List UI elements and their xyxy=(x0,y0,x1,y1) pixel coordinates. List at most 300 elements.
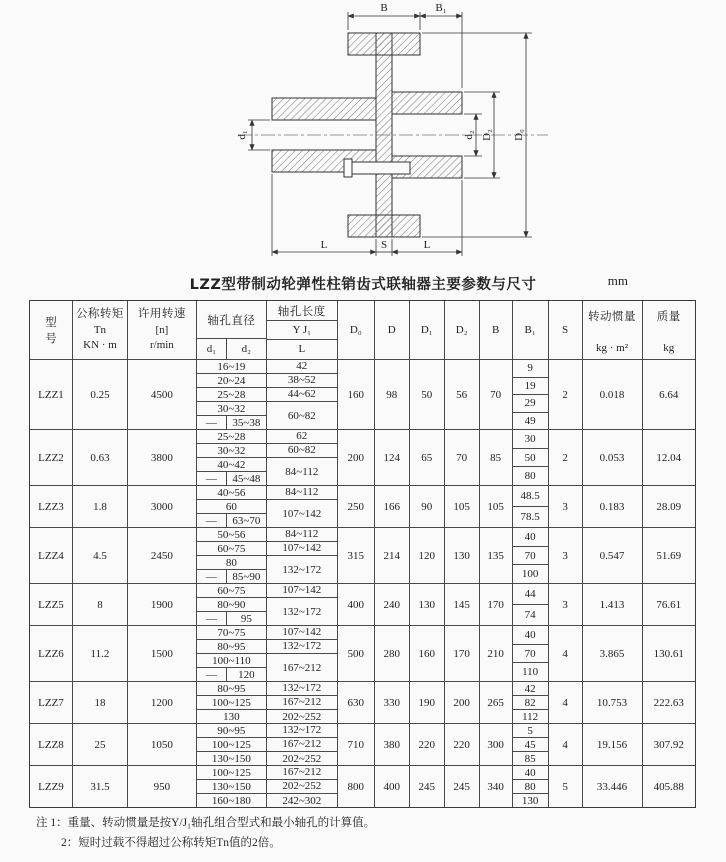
model-cell: LZZ6 xyxy=(30,626,73,681)
speed-cell: 950 xyxy=(128,766,197,807)
table-row-group xyxy=(30,625,695,681)
inertia-cell: 10.753 xyxy=(583,682,643,723)
bore-d1-dash: — xyxy=(197,612,227,625)
header-torque-unit: KN · m xyxy=(83,338,117,351)
bore-diameter-row xyxy=(197,528,266,542)
bore-diameter-value: 100~110 xyxy=(212,654,251,667)
bore-d2-value: 95 xyxy=(240,612,252,625)
bore-diameter-value: 60~75 xyxy=(217,542,246,555)
bore-diameter-value: 30~32 xyxy=(217,444,246,457)
bore-diameter-row xyxy=(197,472,266,485)
bore-diameter-row xyxy=(197,794,266,807)
header-torque xyxy=(73,301,128,359)
D2-cell: 130 xyxy=(445,528,480,583)
bore-diameter-column xyxy=(197,766,267,807)
bore-length-value: 132~172 xyxy=(267,682,337,696)
coupling-section-drawing xyxy=(0,0,726,268)
bore-d1-dash: — xyxy=(197,472,227,485)
bore-diameter-value: 40~56 xyxy=(217,486,246,499)
bore-length-value: 107~142 xyxy=(282,507,322,520)
inertia-cell: 3.865 xyxy=(583,626,643,681)
bore-diameter-value: 130 xyxy=(223,710,240,723)
table-row-group xyxy=(30,527,695,583)
bore-d2-value: 85~90 xyxy=(232,570,261,583)
bore-length-value: 202~252 xyxy=(282,710,322,723)
bore-diameter-value: 100~125 xyxy=(211,766,251,779)
bore-diameter-column xyxy=(197,682,267,723)
table-header xyxy=(30,301,695,359)
header-speed-cn: 许用转速 xyxy=(137,308,186,321)
bore-length-column xyxy=(267,682,338,723)
inertia-cell: 33.446 xyxy=(583,766,643,807)
bore-diameter-value: 80~95 xyxy=(217,640,246,653)
bore-diameter-value: 130~150 xyxy=(211,780,251,793)
B1-value: 70 xyxy=(513,645,548,664)
D2-cell: 105 xyxy=(445,486,480,527)
bore-d2-value: 120 xyxy=(238,668,255,681)
bore-diameter-row xyxy=(197,374,266,388)
B1-column xyxy=(513,682,549,723)
bore-length-column xyxy=(267,584,338,625)
bore-diameter-value: 130~150 xyxy=(211,752,251,765)
bore-length-value: 242~302 xyxy=(282,794,322,807)
D0-cell: 710 xyxy=(338,724,375,765)
bore-length-value: 107~142 xyxy=(267,584,337,598)
dim-label-d2: d₂ xyxy=(463,130,475,140)
D2-cell: 220 xyxy=(445,724,480,765)
speed-cell: 1500 xyxy=(128,626,197,681)
bore-diameter-value: 25~28 xyxy=(217,430,246,443)
D-cell: 240 xyxy=(375,584,410,625)
header-S: S xyxy=(549,301,583,359)
B-cell: 265 xyxy=(480,682,513,723)
bore-diameter-column xyxy=(197,360,267,429)
B1-value: 42 xyxy=(513,682,548,696)
bore-diameter-row xyxy=(197,626,266,640)
B1-value: 85 xyxy=(524,752,536,765)
bore-length-value: 60~82 xyxy=(267,444,337,458)
dim-label-S: S xyxy=(380,239,388,251)
torque-cell: 18 xyxy=(73,682,128,723)
B1-column xyxy=(513,766,549,807)
header-D: D xyxy=(375,301,410,359)
torque-cell: 0.63 xyxy=(73,430,128,485)
B1-value: 40 xyxy=(513,528,548,547)
D0-cell: 200 xyxy=(338,430,375,485)
bore-length-value: 132~172 xyxy=(282,563,322,576)
speed-cell: 1200 xyxy=(128,682,197,723)
D-cell: 330 xyxy=(375,682,410,723)
header-model: 型 号 xyxy=(30,301,73,359)
bore-length-value: 132~172 xyxy=(267,724,337,738)
table-row-group xyxy=(30,765,695,807)
D2-cell: 70 xyxy=(445,430,480,485)
B1-value: 100 xyxy=(521,568,539,581)
dim-label-d1: d₁ xyxy=(236,130,248,140)
mass-cell: 130.61 xyxy=(653,647,684,660)
bore-length-value: 107~142 xyxy=(267,542,337,556)
bore-length-column xyxy=(267,360,338,429)
header-torque-cn: 公称转矩 xyxy=(75,308,124,321)
dim-label-B1: B₁ xyxy=(435,2,447,14)
B1-value: 130 xyxy=(521,794,539,807)
B1-column xyxy=(513,584,549,625)
header-D2: D₂ xyxy=(445,301,480,359)
bore-diameter-row xyxy=(197,598,266,612)
bore-diameter-value: 20~24 xyxy=(217,374,246,387)
B-cell: 340 xyxy=(480,766,513,807)
D0-cell: 630 xyxy=(338,682,375,723)
bore-diameter-row xyxy=(197,542,266,556)
header-yj1: Y J₁ xyxy=(267,321,337,340)
B1-value: 19 xyxy=(513,378,548,396)
S-cell: 4 xyxy=(549,626,583,681)
S-cell: 4 xyxy=(549,724,583,765)
B1-value: 80 xyxy=(524,470,536,483)
bore-diameter-value: 60~75 xyxy=(217,584,246,597)
header-mass-cn: 质量 xyxy=(656,311,681,323)
bore-diameter-row xyxy=(197,388,266,402)
inertia-cell: 0.053 xyxy=(583,430,643,485)
D1-cell: 90 xyxy=(410,486,445,527)
bore-d2-value: 35~38 xyxy=(232,416,261,429)
bore-length-value: 60~82 xyxy=(287,409,316,422)
header-inertia-cn: 转动惯量 xyxy=(588,311,637,323)
B1-value: 5 xyxy=(513,724,548,738)
bore-length-value: 202~252 xyxy=(282,752,322,765)
B1-value: 74 xyxy=(524,609,536,621)
bore-diameter-row xyxy=(197,668,266,681)
speed-cell: 2450 xyxy=(128,528,197,583)
S-cell: 4 xyxy=(549,682,583,723)
header-speed xyxy=(128,301,197,359)
header-bore-length-label: 轴孔长度 xyxy=(267,302,337,321)
header-inertia xyxy=(583,301,643,359)
header-bore-diameter-label: 轴孔直径 xyxy=(197,301,266,339)
D-cell: 280 xyxy=(375,626,410,681)
B1-value: 40 xyxy=(513,626,548,645)
bore-diameter-value: 100~125 xyxy=(211,696,251,709)
D2-cell: 170 xyxy=(445,626,480,681)
D1-cell: 220 xyxy=(410,724,445,765)
D1-cell: 245 xyxy=(410,766,445,807)
unit-label: mm xyxy=(607,273,628,288)
bore-length-value: 62 xyxy=(267,430,337,444)
inertia-cell: 0.547 xyxy=(583,528,643,583)
header-mass-unit: kg xyxy=(663,342,675,354)
dim-label-B: B xyxy=(380,2,388,14)
bore-length-value: 84~112 xyxy=(267,486,337,500)
bore-diameter-value: 16~19 xyxy=(217,360,246,373)
S-cell: 3 xyxy=(549,584,583,625)
mass-cell: 51.69 xyxy=(656,549,682,562)
D-cell: 214 xyxy=(375,528,410,583)
header-B: B xyxy=(480,301,513,359)
dim-label-L-left: L xyxy=(320,239,328,251)
D0-cell: 160 xyxy=(338,360,375,429)
torque-cell: 11.2 xyxy=(73,626,128,681)
bore-diameter-row xyxy=(197,430,266,444)
B1-value: 110 xyxy=(522,666,539,679)
B1-value: 30 xyxy=(513,430,548,449)
B1-value: 50 xyxy=(513,449,548,468)
bore-length-column xyxy=(267,528,338,583)
header-bore-diameter xyxy=(197,301,267,359)
page-title: LZZ型带制动轮弹性柱销齿式联轴器主要参数与尺寸 xyxy=(189,276,537,293)
model-cell: LZZ3 xyxy=(30,486,73,527)
bore-diameter-row xyxy=(197,444,266,458)
bore-diameter-row xyxy=(197,584,266,598)
model-cell: LZZ4 xyxy=(30,528,73,583)
bore-d1-dash: — xyxy=(197,514,227,527)
inertia-cell: 19.156 xyxy=(583,724,643,765)
B1-value: 44 xyxy=(513,584,548,605)
D2-cell: 145 xyxy=(445,584,480,625)
table-row-group xyxy=(30,583,695,625)
bore-length-value: 132~172 xyxy=(282,605,322,618)
D0-cell: 400 xyxy=(338,584,375,625)
B1-value: 82 xyxy=(513,696,548,710)
speed-cell: 4500 xyxy=(128,360,197,429)
bore-length-value: 38~52 xyxy=(267,374,337,388)
bore-length-value: 42 xyxy=(267,360,337,374)
dim-label-D2: D₂ xyxy=(481,129,493,141)
bore-diameter-column xyxy=(197,626,267,681)
mass-cell: 222.63 xyxy=(653,696,684,709)
notes xyxy=(36,814,726,853)
bore-length-value: 84~112 xyxy=(267,528,337,542)
inertia-cell: 1.413 xyxy=(583,584,643,625)
B1-value: 112 xyxy=(522,710,539,723)
table-row-group xyxy=(30,681,695,723)
bore-length-column xyxy=(267,486,338,527)
B1-value: 48.5 xyxy=(513,486,548,507)
bore-diameter-row xyxy=(197,486,266,500)
B-cell: 210 xyxy=(480,626,513,681)
S-cell: 3 xyxy=(549,528,583,583)
mass-cell: 28.09 xyxy=(656,500,682,513)
B1-value: 80 xyxy=(513,780,548,794)
model-cell: LZZ1 xyxy=(30,360,73,429)
bore-diameter-value: 60 xyxy=(225,500,237,513)
dim-label-D0: D₀ xyxy=(513,129,525,141)
model-cell: LZZ5 xyxy=(30,584,73,625)
torque-cell: 0.25 xyxy=(73,360,128,429)
B-cell: 300 xyxy=(480,724,513,765)
torque-cell: 31.5 xyxy=(73,766,128,807)
bore-d1-dash: — xyxy=(197,416,227,429)
B1-column xyxy=(513,724,549,765)
bore-diameter-row xyxy=(197,500,266,514)
header-mass xyxy=(643,301,695,359)
bore-length-column xyxy=(267,626,338,681)
header-bore-length xyxy=(267,301,338,359)
torque-cell: 1.8 xyxy=(73,486,128,527)
D1-cell: 160 xyxy=(410,626,445,681)
mass-cell: 307.92 xyxy=(653,738,684,751)
model-cell: LZZ7 xyxy=(30,682,73,723)
speed-cell: 1050 xyxy=(128,724,197,765)
bore-diameter-row xyxy=(197,752,266,765)
bore-diameter-value: 80~90 xyxy=(217,598,246,611)
bore-length-value: 167~212 xyxy=(282,661,322,674)
bore-diameter-column xyxy=(197,486,267,527)
D0-cell: 800 xyxy=(338,766,375,807)
bore-d1-dash: — xyxy=(197,668,227,681)
bore-diameter-row xyxy=(197,514,266,527)
D-cell: 400 xyxy=(375,766,410,807)
D1-cell: 190 xyxy=(410,682,445,723)
bore-diameter-row xyxy=(197,402,266,416)
B1-column xyxy=(513,528,549,583)
title-row xyxy=(0,268,726,298)
table-row-group xyxy=(30,723,695,765)
bore-diameter-row xyxy=(197,612,266,625)
D1-cell: 50 xyxy=(410,360,445,429)
header-D1: D₁ xyxy=(410,301,445,359)
D-cell: 98 xyxy=(375,360,410,429)
bore-diameter-row xyxy=(197,570,266,583)
bore-diameter-value: 70~75 xyxy=(217,626,246,639)
bore-diameter-row xyxy=(197,360,266,374)
speed-cell: 3800 xyxy=(128,430,197,485)
bore-d2-value: 45~48 xyxy=(232,472,261,485)
bore-length-value: 167~212 xyxy=(267,738,337,752)
bore-diameter-column xyxy=(197,528,267,583)
S-cell: 2 xyxy=(549,430,583,485)
table-body xyxy=(30,359,695,807)
table-row-group xyxy=(30,429,695,485)
table-row-group xyxy=(30,359,695,429)
header-speed-symbol: [n] xyxy=(155,323,169,336)
dim-label-L-right: L xyxy=(423,239,431,251)
torque-cell: 4.5 xyxy=(73,528,128,583)
torque-cell: 25 xyxy=(73,724,128,765)
D0-cell: 250 xyxy=(338,486,375,527)
bore-diameter-column xyxy=(197,584,267,625)
torque-cell: 8 xyxy=(73,584,128,625)
bore-diameter-value: 40~42 xyxy=(217,458,246,471)
coupling-drawing-svg xyxy=(0,0,726,268)
table-row-group xyxy=(30,485,695,527)
elastic-pin xyxy=(344,159,410,177)
B1-column xyxy=(513,430,549,485)
B1-value: 49 xyxy=(524,414,536,427)
mass-cell: 76.61 xyxy=(656,598,682,611)
bore-diameter-row xyxy=(197,724,266,738)
header-d2: d₂ xyxy=(241,343,252,355)
speed-cell: 3000 xyxy=(128,486,197,527)
B1-value: 40 xyxy=(513,766,548,780)
mass-cell: 6.64 xyxy=(659,388,679,401)
bore-diameter-column xyxy=(197,724,267,765)
bore-diameter-row xyxy=(197,738,266,752)
bore-diameter-row xyxy=(197,710,266,723)
bore-diameter-row xyxy=(197,640,266,654)
bore-diameter-row xyxy=(197,696,266,710)
bore-length-value: 107~142 xyxy=(267,626,337,640)
B1-value: 9 xyxy=(513,360,548,378)
D0-cell: 500 xyxy=(338,626,375,681)
header-bore-diameter-sub xyxy=(197,339,266,359)
speed-cell: 1900 xyxy=(128,584,197,625)
inertia-cell: 0.183 xyxy=(583,486,643,527)
S-cell: 3 xyxy=(549,486,583,527)
D-cell: 380 xyxy=(375,724,410,765)
bore-length-value: 202~252 xyxy=(267,780,337,794)
header-torque-symbol: Tn xyxy=(93,323,107,336)
bore-diameter-value: 160~180 xyxy=(211,794,251,807)
D-cell: 166 xyxy=(375,486,410,527)
bore-length-value: 167~212 xyxy=(267,696,337,710)
bore-d2-value: 63~70 xyxy=(232,514,261,527)
bore-length-column xyxy=(267,430,338,485)
note-line-1: 注 1：重量、转动惯量是按Y/J₁轴孔组合型式和最小轴孔的计算值。 xyxy=(36,817,376,829)
B-cell: 70 xyxy=(480,360,513,429)
D2-cell: 56 xyxy=(445,360,480,429)
B-cell: 85 xyxy=(480,430,513,485)
D-cell: 124 xyxy=(375,430,410,485)
bore-diameter-row xyxy=(197,556,266,570)
B1-column xyxy=(513,486,549,527)
B1-column xyxy=(513,626,549,681)
D2-cell: 245 xyxy=(445,766,480,807)
header-B1: B₁ xyxy=(513,301,549,359)
S-cell: 5 xyxy=(549,766,583,807)
bore-diameter-row xyxy=(197,458,266,472)
bore-diameter-value: 100~125 xyxy=(211,738,251,751)
model-cell: LZZ8 xyxy=(30,724,73,765)
S-cell: 2 xyxy=(549,360,583,429)
header-L: L xyxy=(298,343,306,355)
bore-diameter-value: 80~95 xyxy=(217,682,246,695)
bore-length-value: 167~212 xyxy=(267,766,337,780)
mass-cell: 405.88 xyxy=(653,780,684,793)
bore-diameter-row xyxy=(197,766,266,780)
bore-diameter-value: 50~56 xyxy=(217,528,246,541)
B1-value: 29 xyxy=(513,395,548,413)
header-speed-unit: r/min xyxy=(149,338,174,351)
bore-diameter-row xyxy=(197,654,266,668)
B1-value: 45 xyxy=(513,738,548,752)
D0-cell: 315 xyxy=(338,528,375,583)
B1-value: 78.5 xyxy=(520,511,540,523)
B1-column xyxy=(513,360,549,429)
header-D0: D₀ xyxy=(338,301,375,359)
B-cell: 135 xyxy=(480,528,513,583)
B-cell: 105 xyxy=(480,486,513,527)
D1-cell: 130 xyxy=(410,584,445,625)
B-cell: 170 xyxy=(480,584,513,625)
parameters-table xyxy=(29,300,696,808)
note-line-2: 2：短时过载不得超过公称转矩Tn值的2倍。 xyxy=(61,836,281,849)
model-cell: LZZ9 xyxy=(30,766,73,807)
bore-length-value: 132~172 xyxy=(267,640,337,654)
inertia-cell: 0.018 xyxy=(583,360,643,429)
bore-diameter-value: 90~95 xyxy=(217,724,246,737)
B1-value: 70 xyxy=(513,547,548,566)
D1-cell: 120 xyxy=(410,528,445,583)
D2-cell: 200 xyxy=(445,682,480,723)
bore-diameter-row xyxy=(197,416,266,429)
header-inertia-unit: kg · m² xyxy=(596,342,629,354)
bore-diameter-value: 30~32 xyxy=(217,402,246,415)
model-cell: LZZ2 xyxy=(30,430,73,485)
bore-diameter-row xyxy=(197,780,266,794)
bore-length-column xyxy=(267,724,338,765)
bore-d1-dash: — xyxy=(197,570,227,583)
mass-cell: 12.04 xyxy=(656,451,682,464)
